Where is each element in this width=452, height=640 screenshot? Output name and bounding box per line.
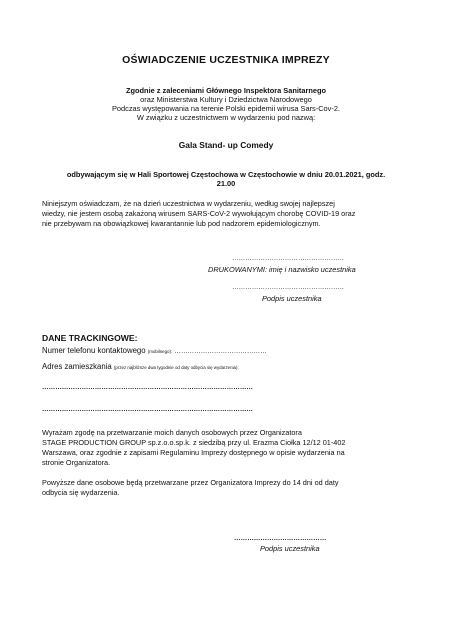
- address-label: Adres zamieszkania: [42, 362, 112, 371]
- intro-line-4: W związku z uczestnictwem w wydarzeniu pod nazwą:: [136, 113, 316, 122]
- address-row: [42, 362, 239, 371]
- consent-line-3: Warszawa, oraz zgodnie z zapisami Regulaminu Imprezy dostępnego w opisie wydarzenia na: [42, 448, 345, 457]
- phone-field[interactable]: ……………………………………: [174, 348, 267, 355]
- address-field-2[interactable]: ……………………………………………………………………………………: [42, 406, 253, 413]
- document-title: OŚWIADCZENIE UCZESTNIKA IMPREZY: [122, 54, 330, 66]
- intro-line-3: Podczas występowania na terenie Polski epidemii wirusa Sars-Cov-2.: [112, 104, 340, 113]
- intro-line-2: oraz Ministerstwa Kultury i Dziedzictwa Narodowego: [140, 95, 312, 104]
- phone-hint: (mobilnego):: [147, 349, 173, 354]
- final-signature-dots: ……………………………………: [234, 535, 327, 542]
- consent-line-2: STAGE PRODUCTION GROUP sp.z.o.o.sp.k. z siedzibą przy ul. Erazma Ciołka 12/12 01-402: [42, 438, 346, 447]
- phone-row: [42, 346, 267, 355]
- venue-line-1: odbywającym się w Hali Sportowej Częstochowa w Częstochowie w dniu 20.01.2021, godz.: [66, 170, 386, 179]
- declaration-line-2: wiedzy, nie jestem osobą zakażoną wirusem SARS-CoV-2 wywołującym chorobę COVID-19 oraz: [42, 209, 356, 218]
- consent-line-1: Wyrażam zgodę na przetwarzanie moich danych osobowych przez Organizatora: [42, 428, 302, 437]
- phone-label: Numer telefonu kontaktowego: [42, 346, 146, 355]
- final-signature-label: Podpis uczestnika: [260, 544, 320, 553]
- declaration-line-3: nie przebywam na obowiązkowej kwarantannie lub pod nadzorem epidemiologicznym.: [42, 219, 321, 228]
- retention-line-1: Powyższe dane osobowe będą przetwarzane przez Organizatora Imprezy do 14 dni od daty: [42, 478, 339, 487]
- name-label: DRUKOWANYMI: imię i nazwisko uczestnika: [208, 265, 356, 274]
- event-name: Gala Stand- up Comedy: [178, 140, 274, 150]
- consent-line-4: stronie Organizatora.: [42, 458, 111, 467]
- address-hint: (przez najbliższe dwa tygodnie od daty odbycia się wydarzenia):: [113, 365, 239, 370]
- retention-line-2: odbycia się wydarzenia.: [42, 488, 120, 497]
- address-field-1[interactable]: ……………………………………………………………………………………: [42, 384, 253, 391]
- intro-line-1: Zgodnie z zaleceniami Głównego Inspektora Sanitarnego: [126, 86, 326, 95]
- signature-label: Podpis uczestnika: [262, 294, 322, 303]
- declaration-line-1: Niniejszym oświadczam, że na dzień uczestnictwa w wydarzeniu, według swojej najlepszej: [42, 199, 335, 208]
- tracking-heading: DANE TRACKINGOWE:: [42, 333, 138, 343]
- venue-line-2: 21.00: [216, 179, 236, 188]
- name-dots: ……………………………………………: [232, 255, 345, 262]
- signature-dots: ……………………………………………: [232, 284, 345, 291]
